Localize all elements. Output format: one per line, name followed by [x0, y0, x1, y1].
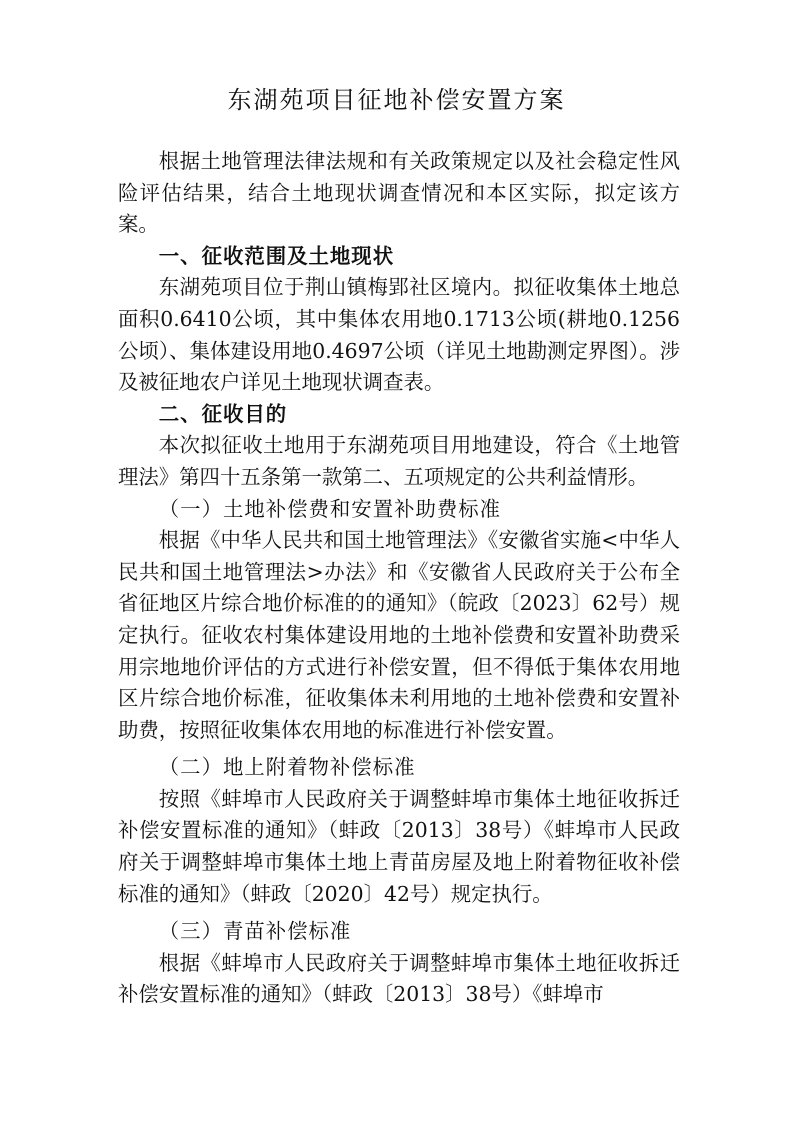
subsection-paragraph-land-compensation: 根据《中华人民共和国土地管理法》《安徽省实施<中华人民共和国土地管理法>办法》和《安徽省人民政府关于公布全省征地区片综合地价标准的的通知》（皖政〔2023〕62号）规定执行。征收农村集体建设用地的土地补偿费和安置补助费采用宗地地价评估的方式进行补偿安置，但不得低于集体农用地区片综合地价标准，征收集体未利用地的土地补偿费和安置补助费，按照征收集体农用地的标准进行补偿安置。 [118, 528, 680, 742]
subsection-heading-land-compensation: （一）土地补偿费和安置补助费标准 [158, 496, 502, 521]
subsection-heading-attachments: （二）地上附着物补偿标准 [158, 755, 416, 780]
subsection-heading-crops: （三）青苗补偿标准 [158, 919, 352, 944]
document-title: 东湖苑项目征地补偿安置方案 [227, 86, 566, 114]
section-heading-purpose: 二、征收目的 [158, 401, 288, 426]
section-paragraph-purpose: 本次拟征收土地用于东湖苑项目用地建设，符合《土地管理法》第四十五条第一款第二、五项规定的公共利益情形。 [118, 433, 680, 489]
section-heading-scope: 一、征收范围及土地现状 [158, 243, 395, 268]
intro-paragraph: 根据土地管理法律法规和有关政策规定以及社会稳定性风险评估结果，结合土地现状调查情况和本区实际，拟定该方案。 [118, 149, 680, 237]
subsection-paragraph-crops: 根据《蚌埠市人民政府关于调整蚌埠市集体土地征收拆迁补偿安置标准的通知》（蚌政〔2013〕38号）《蚌埠市 [118, 950, 680, 1007]
document-body [118, 146, 680, 1011]
subsection-paragraph-attachments: 按照《蚌埠市人民政府关于调整蚌埠市集体土地征收拆迁补偿安置标准的通知》（蚌政〔2013〕38号）《蚌埠市人民政府关于调整蚌埠市集体土地上青苗房屋及地上附着物征收补偿标准的通知》（蚌政〔2020〕42号）规定执行。 [118, 786, 680, 906]
section-paragraph-scope: 东湖苑项目位于荆山镇梅郢社区境内。拟征收集体土地总面积0.6410公顷，其中集体农用地0.1713公顷(耕地0.1256公顷）、集体建设用地0.4697公顷（详见土地勘测定界图）。涉及被征地农户详见土地现状调查表。 [118, 275, 680, 395]
